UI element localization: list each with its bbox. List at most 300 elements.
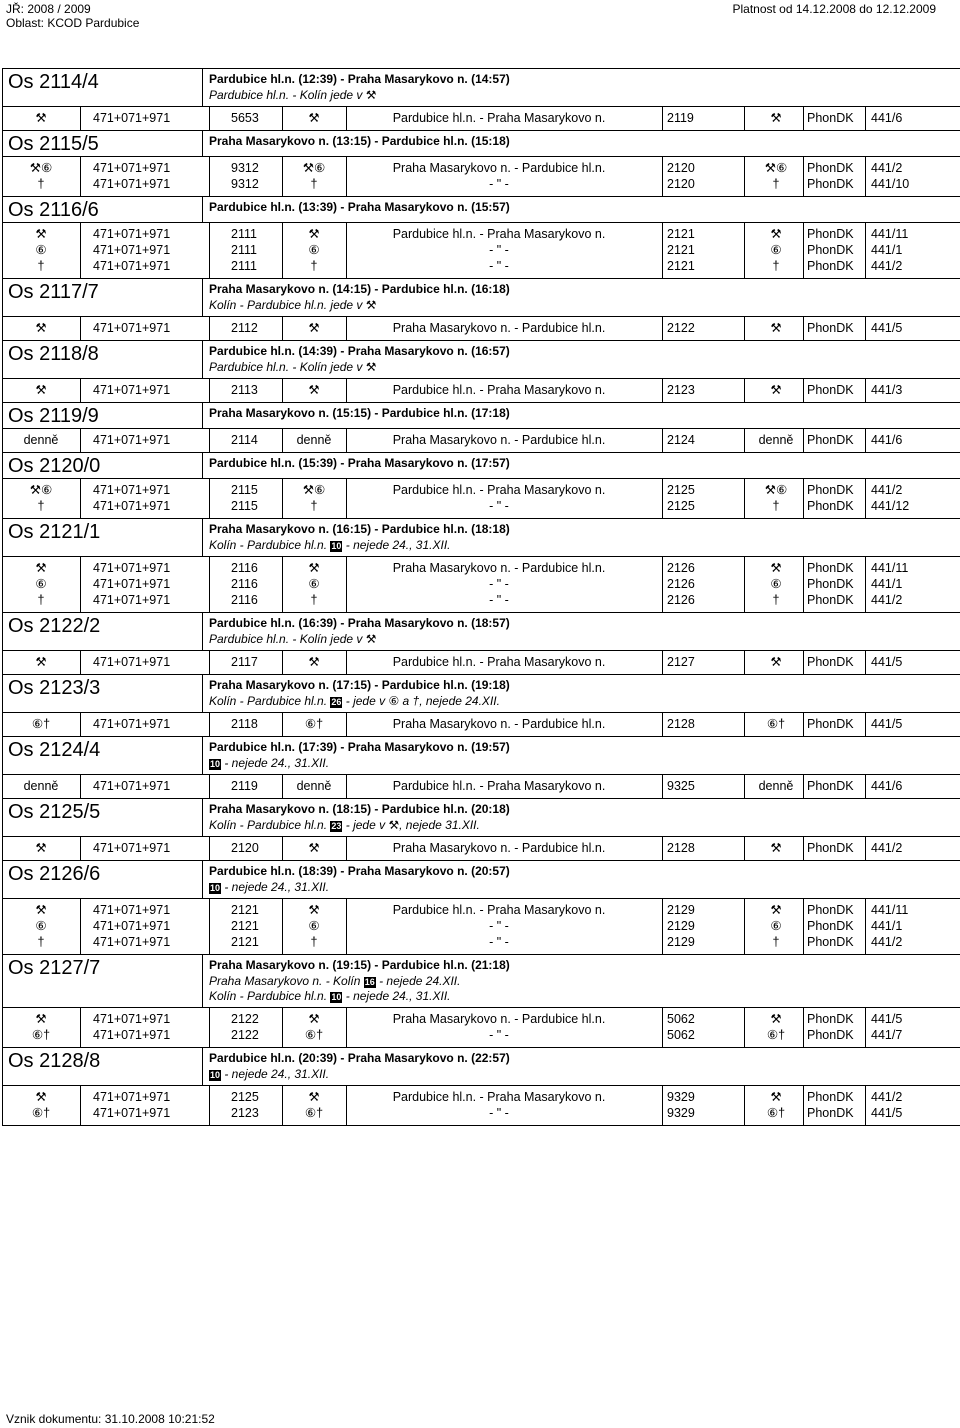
train-route [203,861,960,898]
section: Pardubice hl.n. - Praha Masarykovo n. [392,779,606,793]
depot: PhonDK [807,161,854,175]
operating-days: ⑥† [31,717,51,731]
day-code-badge: 23 [331,821,342,831]
train-number: Os 2115/5 [3,131,203,156]
operating-days-2: ⑥ [308,577,320,591]
operating-days-2: ⑥ [308,243,320,257]
operating-days: ⑥† [31,1106,51,1120]
operating-days-2: ⑥† [304,1106,324,1120]
circuit: 441/2 [871,483,903,497]
train-route [203,341,960,378]
operating-days-2: denně [296,433,332,447]
train-number: Os 2126/6 [3,861,203,898]
train-route [203,403,960,428]
train-link: 2129 [667,903,695,917]
table-row [3,242,960,258]
depot: PhonDK [807,1028,854,1042]
section: Pardubice hl.n. - Praha Masarykovo n. [392,111,606,125]
consist-rows [3,1007,960,1047]
train-route [203,519,960,556]
operating-days-3: ⚒ [770,561,782,575]
section: - " - [489,243,509,257]
train-number: Os 2124/4 [3,737,203,774]
train-route [203,279,960,316]
table-row [3,654,960,670]
table-row [3,1011,960,1027]
table-row [3,840,960,856]
vehicle-series: 471+071+971 [93,161,171,175]
train-link: 2129 [667,919,695,933]
operating-days-3: † [772,259,780,273]
timetable-year: JŘ: 2008 / 2009 [6,2,91,16]
vehicle-series: 471+071+971 [93,111,171,125]
operating-days-2: † [310,593,318,607]
turnus: 2119 [231,779,258,793]
turnus: 2125 [231,1090,259,1104]
operating-days-3: ⚒⑥ [764,161,788,175]
operating-days-3: † [772,593,780,607]
turnus: 5653 [231,111,259,125]
consist-rows [3,1085,960,1125]
circuit: 441/2 [871,1090,903,1104]
turnus: 2121 [231,919,259,933]
operating-days-3: denně [758,433,794,447]
turnus: 2114 [231,433,258,447]
train-link: 2126 [667,561,695,575]
section: - " - [489,577,509,591]
operating-days: † [37,259,45,273]
train-link: 2121 [667,259,695,273]
train-link: 9329 [667,1090,695,1104]
train-number: Os 2123/3 [3,675,203,712]
depot: PhonDK [807,841,854,855]
depot: PhonDK [807,935,854,949]
section: - " - [489,935,509,949]
train-block [2,452,960,519]
train-block [2,68,960,131]
section: Praha Masarykovo n. - Pardubice hl.n. [392,561,606,575]
operating-days-3: ⑥ [770,919,782,933]
operating-days: ⚒ [35,1090,47,1104]
operating-days-2: ⑥ [308,919,320,933]
train-block [2,340,960,403]
train-link: 9325 [667,779,695,793]
vehicle-series: 471+071+971 [93,383,171,397]
vehicle-series: 471+071+971 [93,259,171,273]
train-number: Os 2114/4 [3,69,203,106]
operating-days-3: denně [758,779,794,793]
route-title: Praha Masarykovo n. (18:15) - Pardubice hl.n. (20:18) [209,802,510,816]
route-title: Praha Masarykovo n. (16:15) - Pardubice hl.n. (18:18) [209,522,510,536]
table-row [3,560,960,576]
depot: PhonDK [807,561,854,575]
train-block [2,196,960,279]
route-note: 10 - nejede 24., 31.XII. [210,1067,330,1081]
train-block [2,518,960,613]
train-link: 2126 [667,577,695,591]
operating-days: ⑥ [35,919,47,933]
operating-days-3: ⑥† [766,1106,786,1120]
operating-days-3: ⑥ [770,243,782,257]
route-title: Pardubice hl.n. (13:39) - Praha Masarykovo n. (15:57) [209,200,510,214]
train-link: 5062 [667,1012,695,1026]
operating-days-3: † [772,935,780,949]
table-row [3,1027,960,1043]
operating-days: † [37,177,45,191]
turnus: 2121 [231,903,259,917]
depot: PhonDK [807,919,854,933]
operating-days: ⚒ [35,111,47,125]
turnus: 2117 [231,655,258,669]
section: Praha Masarykovo n. - Pardubice hl.n. [392,841,606,855]
table-row [3,1089,960,1105]
circuit: 441/10 [871,177,910,191]
vehicle-series: 471+071+971 [93,717,171,731]
operating-days-3: † [772,499,780,513]
vehicle-series: 471+071+971 [93,577,171,591]
train-link: 2122 [667,321,695,335]
operating-days: ⚒ [35,383,47,397]
circuit: 441/2 [871,935,903,949]
consist-rows [3,106,960,130]
table-row [3,934,960,950]
turnus: 2113 [231,383,258,397]
operating-days: † [37,499,45,513]
train-route [203,737,960,774]
section: Pardubice hl.n. - Praha Masarykovo n. [392,903,606,917]
consist-rows [3,774,960,798]
consist-rows [3,316,960,340]
train-number: Os 2117/7 [3,279,203,316]
table-row [3,226,960,242]
section: Pardubice hl.n. - Praha Masarykovo n. [392,655,606,669]
train-route [203,613,960,650]
train-link: 2125 [667,499,695,513]
operating-days-2: ⚒ [308,1090,320,1104]
circuit: 441/11 [871,903,909,917]
route-title: Pardubice hl.n. (17:39) - Praha Masarykovo n. (19:57) [209,740,510,754]
train-number: Os 2128/8 [3,1048,203,1085]
operating-days: ⑥ [35,243,47,257]
operating-days-3: † [772,177,780,191]
operating-days-2: † [310,259,318,273]
section: Pardubice hl.n. - Praha Masarykovo n. [392,383,606,397]
train-block [2,612,960,675]
train-route [203,453,960,478]
depot: PhonDK [807,903,854,917]
day-code-badge: 10 [331,541,342,551]
operating-days-2: ⚒ [308,1012,320,1026]
route-note: Pardubice hl.n. - Kolín jede v ⚒ [209,88,377,102]
route-title: Pardubice hl.n. (12:39) - Praha Masarykovo n. (14:57) [209,72,510,86]
route-title: Praha Masarykovo n. (13:15) - Pardubice hl.n. (15:18) [209,134,510,148]
table-row [3,110,960,126]
depot: PhonDK [807,243,854,257]
train-link: 2128 [667,841,695,855]
train-block [2,278,960,341]
operating-days-3: ⚒ [770,1090,782,1104]
operating-days: ⑥† [31,1028,51,1042]
section: - " - [489,593,509,607]
operating-days-3: ⚒ [770,383,782,397]
train-block [2,130,960,197]
day-code-badge: 10 [210,1070,221,1080]
table-row [3,902,960,918]
circuit: 441/5 [871,1012,903,1026]
train-number: Os 2125/5 [3,799,203,836]
consist-rows [3,222,960,278]
vehicle-series: 471+071+971 [93,499,171,513]
train-link: 2128 [667,717,695,731]
turnus: 2116 [231,561,258,575]
table-row [3,482,960,498]
circuit: 441/6 [871,111,903,125]
consist-rows [3,836,960,860]
train-link: 2129 [667,935,695,949]
train-route [203,131,960,156]
depot: PhonDK [807,321,854,335]
turnus: 2116 [231,593,258,607]
train-block [2,736,960,799]
validity-period: Platnost od 14.12.2008 do 12.12.2009 [732,2,936,16]
train-number: Os 2121/1 [3,519,203,556]
operating-days: ⚒ [35,655,47,669]
table-row [3,320,960,336]
turnus: 2111 [231,243,257,257]
section: - " - [489,1028,509,1042]
train-block [2,954,960,1048]
section: - " - [489,499,509,513]
table-row [3,1105,960,1121]
depot: PhonDK [807,227,854,241]
operating-days-3: ⚒ [770,111,782,125]
operating-days: ⚒⑥ [29,161,53,175]
train-block [2,860,960,955]
table-row [3,160,960,176]
section: Pardubice hl.n. - Praha Masarykovo n. [392,483,606,497]
document-created: Vznik dokumentu: 31.10.2008 10:21:52 [6,1412,215,1426]
operating-days-3: ⚒ [770,227,782,241]
circuit: 441/1 [871,243,903,257]
circuit: 441/1 [871,919,903,933]
route-title: Praha Masarykovo n. (14:15) - Pardubice hl.n. (16:18) [209,282,510,296]
circuit: 441/5 [871,321,903,335]
day-code-badge: 10 [331,992,342,1002]
route-title: Praha Masarykovo n. (15:15) - Pardubice hl.n. (17:18) [209,406,510,420]
table-row [3,778,960,794]
turnus: 9312 [231,177,259,191]
depot: PhonDK [807,177,854,191]
vehicle-series: 471+071+971 [93,561,171,575]
turnus: 2111 [231,259,257,273]
train-link: 2121 [667,227,695,241]
vehicle-series: 471+071+971 [93,483,171,497]
vehicle-series: 471+071+971 [93,1028,171,1042]
route-note: Kolín - Pardubice hl.n. 26 - jede v ⑥ a †, nejede 24.XII. [209,694,500,708]
route-note: Pardubice hl.n. - Kolín jede v ⚒ [209,632,377,646]
circuit: 441/12 [871,499,910,513]
vehicle-series: 471+071+971 [93,919,171,933]
day-code-badge: 10 [210,883,221,893]
train-number: Os 2120/0 [3,453,203,478]
route-note: Kolín - Pardubice hl.n. 10 - nejede 24., 31.XII. [209,538,451,552]
train-link: 2120 [667,161,695,175]
operating-days-2: ⚒ [308,841,320,855]
operating-days: ⚒ [35,841,47,855]
operating-days-3: ⚒ [770,841,782,855]
depot: PhonDK [807,1106,854,1120]
route-title: Pardubice hl.n. (15:39) - Praha Masarykovo n. (17:57) [209,456,510,470]
day-code-badge: 16 [364,977,375,987]
train-route [203,955,960,1007]
train-route [203,799,960,836]
circuit: 441/2 [871,593,903,607]
circuit: 441/5 [871,717,903,731]
consist-rows [3,650,960,674]
section: - " - [489,919,509,933]
train-link: 2126 [667,593,695,607]
train-link: 2123 [667,383,695,397]
turnus: 2118 [231,717,258,731]
depot: PhonDK [807,1012,854,1026]
train-schedule-table [2,69,960,1126]
table-row [3,592,960,608]
train-number: Os 2127/7 [3,955,203,1007]
operating-days-2: ⚒ [308,561,320,575]
train-link: 2125 [667,483,695,497]
route-title: Pardubice hl.n. (14:39) - Praha Masarykovo n. (16:57) [209,344,510,358]
vehicle-series: 471+071+971 [93,655,171,669]
train-number: Os 2118/8 [3,341,203,378]
circuit: 441/2 [871,841,903,855]
circuit: 441/11 [871,227,909,241]
operating-days: ⚒ [35,1012,47,1026]
section: Praha Masarykovo n. - Pardubice hl.n. [392,433,606,447]
train-link: 2120 [667,177,695,191]
operating-days-2: ⚒ [308,321,320,335]
operating-days-3: ⑥ [770,577,782,591]
turnus: 2111 [231,227,257,241]
table-row [3,432,960,448]
route-note: Kolín - Pardubice hl.n. 10 - nejede 24., 31.XII. [209,989,451,1003]
operating-days-2: ⚒ [308,383,320,397]
operating-days-2: denně [296,779,332,793]
operating-days: ⚒ [35,903,47,917]
operating-days-3: ⚒⑥ [764,483,788,497]
section: - " - [489,259,509,273]
circuit: 441/2 [871,161,903,175]
vehicle-series: 471+071+971 [93,903,171,917]
section: Pardubice hl.n. - Praha Masarykovo n. [392,227,606,241]
operating-days: ⚒ [35,227,47,241]
train-number: Os 2119/9 [3,403,203,428]
train-number: Os 2122/2 [3,613,203,650]
circuit: 441/6 [871,779,903,793]
train-link: 9329 [667,1106,695,1120]
table-row [3,498,960,514]
depot: PhonDK [807,779,854,793]
depot: PhonDK [807,655,854,669]
train-block [2,798,960,861]
train-link: 2127 [667,655,695,669]
operating-days-2: ⚒⑥ [302,483,326,497]
vehicle-series: 471+071+971 [93,1090,171,1104]
operating-days-2: ⚒ [308,227,320,241]
train-block [2,1047,960,1126]
depot: PhonDK [807,717,854,731]
day-code-badge: 10 [210,759,221,769]
operating-days-3: ⚒ [770,1012,782,1026]
turnus: 9312 [231,161,259,175]
consist-rows [3,156,960,196]
operating-days: denně [23,779,59,793]
operating-days: denně [23,433,59,447]
depot: PhonDK [807,433,854,447]
train-block [2,674,960,737]
train-route [203,675,960,712]
circuit: 441/5 [871,1106,903,1120]
operating-days-3: ⑥† [766,1028,786,1042]
circuit: 441/5 [871,655,903,669]
operating-days-2: † [310,177,318,191]
vehicle-series: 471+071+971 [93,779,171,793]
vehicle-series: 471+071+971 [93,1106,171,1120]
vehicle-series: 471+071+971 [93,593,171,607]
depot: PhonDK [807,383,854,397]
vehicle-series: 471+071+971 [93,841,171,855]
consist-rows [3,378,960,402]
train-number: Os 2116/6 [3,197,203,222]
operating-days-2: ⚒ [308,903,320,917]
route-note: Kolín - Pardubice hl.n. jede v ⚒ [209,298,377,312]
route-title: Pardubice hl.n. (18:39) - Praha Masarykovo n. (20:57) [209,864,510,878]
train-route [203,69,960,106]
vehicle-series: 471+071+971 [93,433,171,447]
operating-days: ⑥ [35,577,47,591]
operating-days-3: ⑥† [766,717,786,731]
table-row [3,258,960,274]
day-code-badge: 26 [331,697,342,707]
section: Praha Masarykovo n. - Pardubice hl.n. [392,321,606,335]
train-route [203,197,960,222]
route-note: Pardubice hl.n. - Kolín jede v ⚒ [209,360,377,374]
route-note: 10 - nejede 24., 31.XII. [210,756,330,770]
route-note: Kolín - Pardubice hl.n. 23 - jede v ⚒, nejede 31.XII. [209,818,480,832]
turnus: 2121 [231,935,259,949]
vehicle-series: 471+071+971 [93,243,171,257]
section: Praha Masarykovo n. - Pardubice hl.n. [392,1012,606,1026]
route-title: Pardubice hl.n. (20:39) - Praha Masarykovo n. (22:57) [209,1051,510,1065]
operating-days-3: ⚒ [770,655,782,669]
depot: PhonDK [807,499,854,513]
operating-days-2: † [310,935,318,949]
consist-rows [3,712,960,736]
section: Pardubice hl.n. - Praha Masarykovo n. [392,1090,606,1104]
turnus: 2115 [231,483,258,497]
vehicle-series: 471+071+971 [93,177,171,191]
operating-days-2: ⚒⑥ [302,161,326,175]
route-note: Praha Masarykovo n. - Kolín 16 - nejede 24.XII. [209,974,461,988]
operating-days: ⚒ [35,561,47,575]
region-label: Oblast: KCOD Pardubice [6,16,140,30]
depot: PhonDK [807,593,854,607]
depot: PhonDK [807,111,854,125]
vehicle-series: 471+071+971 [93,321,171,335]
turnus: 2112 [231,321,258,335]
operating-days-3: ⚒ [770,903,782,917]
vehicle-series: 471+071+971 [93,935,171,949]
circuit: 441/6 [871,433,903,447]
